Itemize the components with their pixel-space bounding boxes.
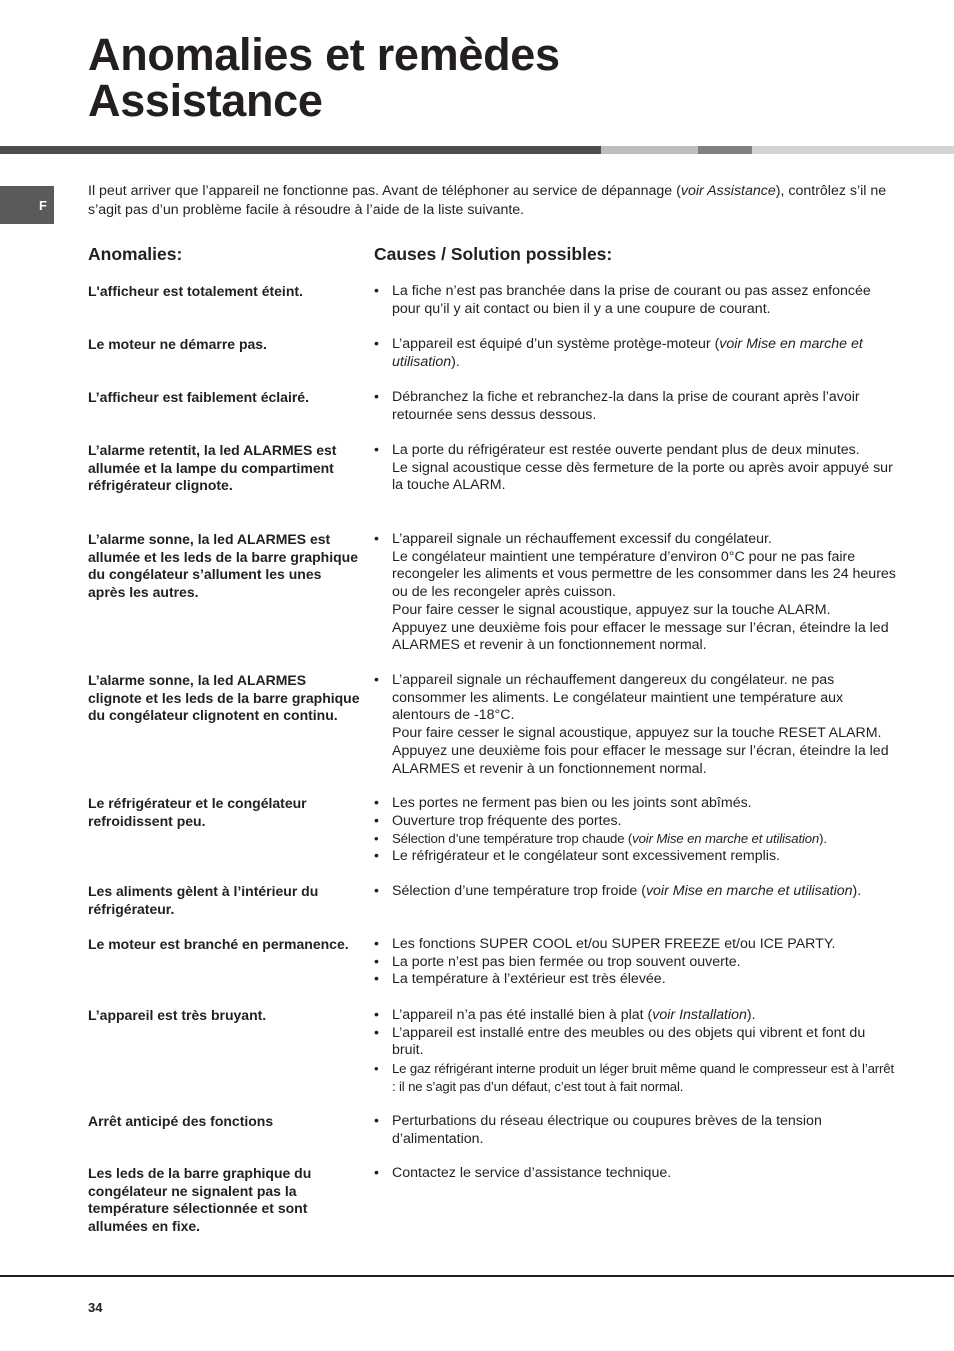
cause-item (374, 883, 898, 901)
cause-text: La porte du réfrigérateur est restée ouverte pendant plus de deux minutes. Le signal acoustique cesse dès fermeture de la porte ou après avoir appuyé sur la touche ALARM. (392, 442, 893, 494)
anomaly-text: L'afficheur est totalement éteint. (88, 283, 303, 299)
anomaly-text: Les aliments gèlent à l’intérieur du réfrigérateur. (88, 883, 319, 917)
cause-text: Contactez le service d’assistance technique. (392, 1165, 672, 1181)
bullet-icon: • (374, 831, 379, 847)
cause-item (374, 1165, 898, 1183)
cause-text: La porte n’est pas bien fermée ou trop souvent ouverte. (392, 953, 741, 970)
cause-text: Ouverture trop fréquente des portes. (392, 812, 622, 829)
intro-text-2: ), contrôlez s’il ne s’agit pas d’un problème facile à résoudre à l’aide de la liste suivante. (88, 183, 887, 218)
cause-text: L’appareil est équipé d’un système protège-moteur ( (392, 336, 720, 352)
cause-item (374, 830, 898, 848)
cause-item (374, 1007, 898, 1025)
cause-text: La température à l’extérieur est très élevée. (392, 971, 666, 988)
bullet-icon: • (374, 812, 379, 829)
cause-item (374, 954, 898, 972)
bullet-icon: • (374, 1007, 379, 1023)
cause-item (374, 795, 898, 813)
bullet-icon: • (374, 283, 379, 299)
anomaly-text: Arrêt anticipé des fonctions (88, 1113, 274, 1129)
causes-list (374, 1007, 898, 1096)
page-title (88, 29, 560, 126)
causes-heading: Causes / Solution possibles: (374, 244, 613, 264)
bullet-icon: • (374, 1113, 379, 1129)
cause-item (374, 672, 898, 778)
intro-reference: voir Assistance (680, 183, 776, 199)
causes-list (374, 672, 898, 778)
cause-item (374, 283, 898, 318)
bullet-icon: • (374, 953, 379, 970)
cause-text: Le gaz réfrigérant interne produit un léger bruit même quand le compresseur est à l’arrêt : il ne s’agit pas d’un défaut, c’est tout à fait normal. (392, 1061, 894, 1094)
header-bar-dark (0, 146, 601, 154)
causes-list (374, 389, 898, 424)
cause-text: L’appareil est installé entre des meubles ou des objets qui vibrent et font du bruit. (392, 1024, 866, 1059)
cause-item (374, 336, 898, 371)
bullet-icon: • (374, 442, 379, 458)
anomaly-text: Le moteur est branché en permanence. (88, 936, 349, 952)
cause-item (374, 531, 898, 655)
causes-list (374, 442, 898, 495)
header-bar-mid (698, 146, 752, 154)
anomaly-text: Les leds de la barre graphique du congélateur ne signalent pas la température sélectionnée et sont allumées en fixe. (88, 1165, 312, 1235)
title-line-1: Anomalies et remèdes (88, 29, 560, 80)
cause-text: Le réfrigérateur et le congélateur sont excessivement remplis. (392, 848, 780, 865)
anomaly-text: L’appareil est très bruyant. (88, 1007, 267, 1023)
anomaly-text: L’afficheur est faiblement éclairé. (88, 389, 309, 405)
cause-item (374, 848, 898, 866)
bullet-icon: • (374, 1024, 379, 1041)
page-number: 34 (88, 1300, 103, 1315)
cause-text: Sélection d’une température trop chaude ( (392, 831, 633, 847)
cause-text-end: ). (852, 883, 862, 899)
bullet-icon: • (374, 389, 379, 405)
cause-text-end: ). (819, 831, 827, 847)
bullet-icon: • (374, 672, 379, 688)
cause-item (374, 1113, 898, 1148)
cause-reference: voir Mise en marche et utilisation (632, 831, 820, 847)
cause-text: Débranchez la fiche et rebranchez-la dans la prise de courant après l’avoir retournée sens dessus dessous. (392, 389, 860, 423)
cause-text: L’appareil signale un réchauffement excessif du congélateur. Le congélateur maintient une température d’environ 0°C pour ne pas faire recongeler les aliments et vous permettre de les consommer dans les 24 heures ou de les recongeler après cuisson. Pour faire cesser le signal acoustique, appuyez sur la touche ALARM. Appuyez une deuxième fois pour effacer le message sur l’écran, éteindre la led ALARMES et revenir à un fonctionnement normal. (392, 531, 896, 654)
bullet-icon: • (374, 971, 379, 988)
bullet-icon: • (374, 1165, 379, 1181)
cause-text: L’appareil signale un réchauffement dangereux du congélateur. ne pas consommer les aliments. Le congélateur maintient une température aux alentours de -18°C. Pour faire cesser le signal acoustique, appuyez sur la touche RESET ALARM. Appuyez une deuxième fois pour effacer le message sur l’écran, éteindre la led ALARMES et revenir à un fonctionnement normal. (392, 672, 889, 777)
cause-text: Perturbations du réseau électrique ou coupures brèves de la tension d’alimentation. (392, 1113, 822, 1147)
causes-list (374, 936, 898, 989)
cause-item (374, 971, 898, 989)
cause-text: Les portes ne ferment pas bien ou les joints sont abîmés. (392, 795, 752, 811)
cause-item (374, 936, 898, 954)
cause-text: Sélection d’une température trop froide ( (392, 883, 646, 899)
footer-rule (0, 1275, 954, 1277)
anomaly-text: Le moteur ne démarre pas. (88, 336, 267, 352)
cause-reference: voir Installation (652, 1007, 747, 1023)
cause-item (374, 1025, 898, 1060)
cause-text: Les fonctions SUPER COOL et/ou SUPER FREEZE et/ou ICE PARTY. (392, 936, 836, 952)
cause-text: La fiche n’est pas branchée dans la prise de courant ou pas assez enfoncée pour qu’il y ait contact ou bien il y a une coupure de courant. (392, 283, 871, 317)
causes-list (374, 283, 898, 318)
cause-item (374, 442, 898, 495)
causes-list (374, 1165, 898, 1183)
intro-text-1: Il peut arriver que l’appareil ne fonctionne pas. Avant de téléphoner au service de dépannage ( (88, 183, 681, 199)
cause-text: L’appareil n’a pas été installé bien à plat ( (392, 1007, 653, 1023)
cause-item (374, 813, 898, 831)
bullet-icon: • (374, 848, 379, 865)
header-bar-light (601, 146, 698, 154)
causes-list (374, 336, 898, 371)
cause-reference: voir Mise en marche et utilisation (392, 336, 863, 370)
intro-paragraph (88, 182, 898, 220)
anomaly-text: L’alarme sonne, la led ALARMES est allumée et les leds de la barre graphique du congélateur s’allument les unes après les autres. (88, 531, 358, 601)
cause-text-end: ). (746, 1007, 756, 1023)
cause-reference: voir Mise en marche et utilisation (645, 883, 853, 899)
anomaly-text: L’alarme retentit, la led ALARMES est allumée et la lampe du compartiment réfrigérateur clignote. (88, 442, 337, 494)
bullet-icon: • (374, 531, 379, 547)
header-bar-pale (752, 146, 954, 154)
cause-item (374, 1060, 898, 1095)
bullet-icon: • (374, 1061, 379, 1077)
anomaly-text: Le réfrigérateur et le congélateur refroidissent peu. (88, 795, 307, 829)
bullet-icon: • (374, 936, 379, 952)
causes-list (374, 795, 898, 866)
anomaly-text: L’alarme sonne, la led ALARMES clignote et les leds de la barre graphique du congélateur clignotent en continu. (88, 672, 360, 724)
language-tab: F (0, 186, 54, 224)
causes-list (374, 883, 898, 901)
bullet-icon: • (374, 795, 379, 811)
bullet-icon: • (374, 336, 379, 352)
cause-item (374, 389, 898, 424)
bullet-icon: • (374, 883, 379, 899)
title-line-2: Assistance (88, 75, 323, 126)
causes-list (374, 1113, 898, 1148)
anomalies-heading: Anomalies: (88, 244, 183, 264)
causes-list (374, 531, 898, 655)
cause-text-end: ). (451, 353, 460, 370)
